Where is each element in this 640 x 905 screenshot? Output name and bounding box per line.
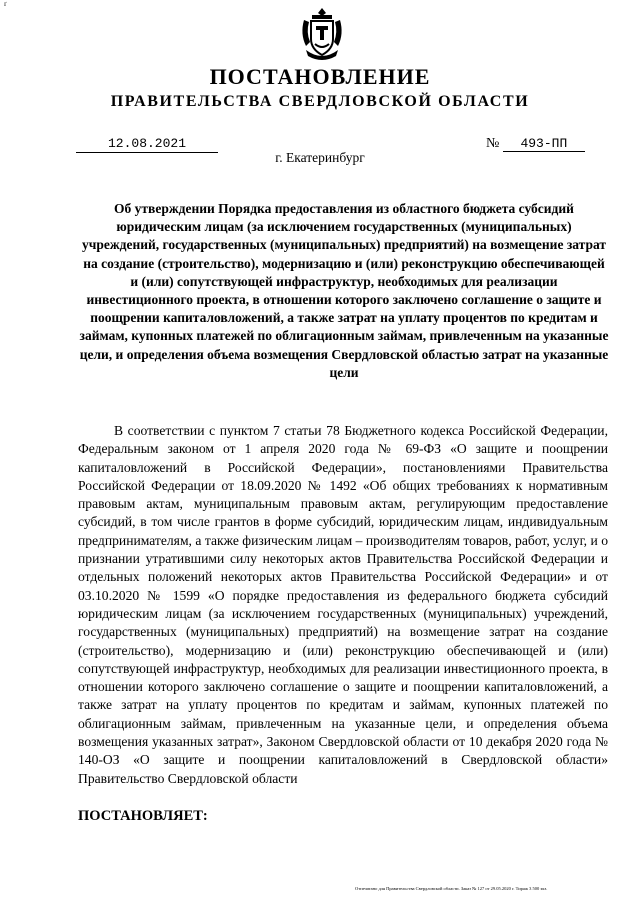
print-footer: Отпечатано для Правительства Свердловской области. Заказ № 127 от 29.05.2020 г. Тираж 3 500 экз. bbox=[355, 886, 548, 891]
city-line: г. Екатеринбург bbox=[275, 150, 365, 165]
document-number: 493-ПП bbox=[503, 136, 585, 152]
number-sign: № bbox=[486, 136, 500, 151]
resolution-word: ПОСТАНОВЛЯЕТ: bbox=[78, 808, 208, 824]
corner-mark: ґ bbox=[4, 0, 7, 8]
document-date: 12.08.2021 bbox=[76, 136, 218, 153]
document-subtitle: ПРАВИТЕЛЬСТВА СВЕРДЛОВСКОЙ ОБЛАСТИ bbox=[110, 93, 530, 110]
coat-of-arms-emblem bbox=[300, 6, 344, 62]
document-heading: Об утверждении Порядка предоставления из областного бюджета субсидий юридическим лицам (за исключением государственных (муниципальных) учреждений, государственных (муниципальных) предприятий) на возмещение затрат на создание (строительство), модернизацию и (или) реконструкцию обеспечивающей и (или) сопутствующей инфраструктур, необходимых для реализации инвестиционного проекта, в отношении которого заключено соглашение о защите и поощрении капиталовложений, а также затрат на уплату процентов по кредитам и займам, купонных платежей по облигационным займам, привлеченным на указанные цели, и определения объема возмещения Свердловской областью затрат на указанные цели bbox=[79, 201, 609, 380]
document-title: ПОСТАНОВЛЕНИЕ bbox=[209, 64, 431, 89]
body-paragraph: В соответствии с пунктом 7 статьи 78 Бюджетного кодекса Российской Федерации, Федеральным законом от 1 апреля 2020 года № 69-ФЗ «О защите и поощрении капиталовложений в Российской Федерации», постановлениями Правительства Российской Федерации от 18.09.2020 № 1492 «Об общих требованиях к нормативным правовым актам, муниципальным правовым актам, регулирующим предоставление субсидий, в том числе грантов в форме субсидий, юридическим лицам, индивидуальным предпринимателям, а также физическим лицам – производителям товаров, работ, услуг, и о признании утратившими силу некоторых актов Правительства Российской Федерации и отдельных положений некоторых актов Правительства Российской Федерации» и от 03.10.2020 № 1599 «О порядке предоставления из федерального бюджета субсидий юридическим лицам (за исключением государственных (муниципальных) учреждений, государственных (муниципальных) предприятий) на возмещение затрат на создание (строительство), модернизацию и (или) реконструкцию обеспечивающей и (или) сопутствующей инфраструктур, необходимых для реализации инвестиционного проекта, в отношении которого заключено соглашение о защите и поощрении капиталовложений, а также затрат на уплату процентов по кредитам и займам, купонных платежей по облигационным займам, привлеченным на указанные цели, и определения объема возмещения указанных затрат», Законом Свердловской области от 10 декабря 2020 года № 140-ОЗ «О защите и поощрении капиталовложений в Свердловской области» Правительство Свердловской области bbox=[78, 423, 608, 786]
